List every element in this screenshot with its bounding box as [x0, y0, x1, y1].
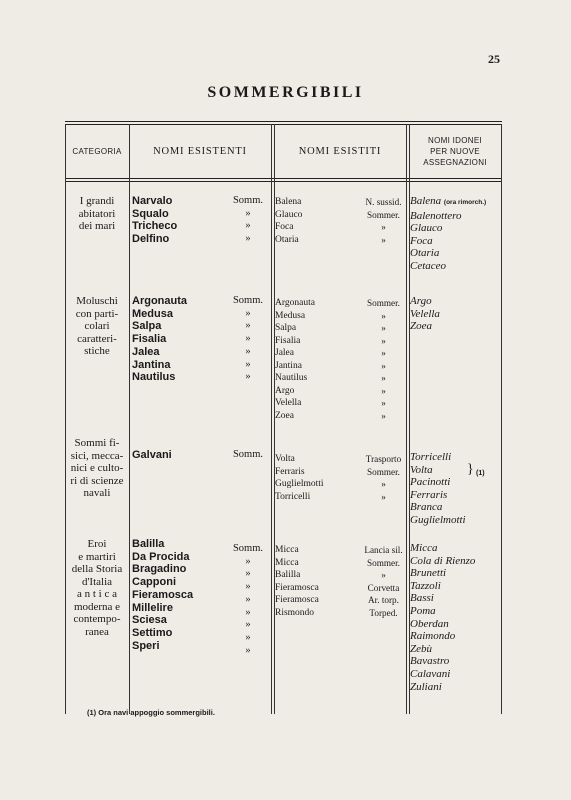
existed-type: »: [381, 310, 386, 321]
existing-names: [132, 295, 187, 384]
category-line: e martiri: [78, 550, 116, 563]
existing-name: Fisalia: [132, 333, 167, 346]
existing-name: Squalo: [132, 207, 169, 220]
new-name: Bassi: [410, 592, 434, 605]
new-name: Zuliani: [410, 680, 442, 693]
category-line: d'Italia: [81, 575, 113, 588]
new-name: Zebù: [410, 642, 432, 655]
category-line: nici e culto-: [70, 462, 124, 474]
new-name: Volta: [410, 463, 433, 476]
category-line: contempo-: [73, 613, 121, 625]
existed-type: »: [381, 335, 386, 346]
new-name: Brunetti: [410, 567, 447, 580]
rimorch-note: (ora rimorch.): [443, 199, 487, 206]
existed-name: Fieramosca: [275, 582, 319, 593]
existed-type: »: [381, 398, 386, 408]
existing-name: Jantina: [132, 358, 171, 371]
existing-name: Millelire: [132, 601, 173, 614]
existing-type: »: [245, 220, 251, 232]
existing-types: [225, 295, 271, 384]
existed-name: Volta: [275, 454, 295, 464]
existed-name: Foca: [275, 222, 294, 232]
existed-name: Fieramosca: [275, 595, 319, 605]
category-line: dei mari: [78, 220, 116, 232]
existed-type: Ar. torp.: [368, 595, 399, 605]
existing-type: Somm.: [232, 295, 264, 306]
new-names: [410, 195, 486, 273]
existed-name: Torricelli: [275, 491, 311, 502]
existed-name: Medusa: [275, 310, 306, 321]
category-line: navali: [83, 487, 111, 499]
existing-type: »: [245, 606, 251, 618]
page-number: 25: [488, 52, 500, 66]
existing-type: »: [245, 619, 251, 631]
existed-type: »: [381, 479, 386, 489]
existing-name: Delfino: [132, 233, 170, 246]
new-name: Zoea: [410, 320, 432, 333]
existed-type: »: [381, 491, 386, 502]
existing-type: »: [245, 555, 251, 567]
new-name: Oberdan: [410, 617, 449, 630]
header-categoria: CATEGORIA: [72, 146, 122, 156]
new-name: Cetaceo: [410, 259, 447, 272]
existing-type: »: [245, 358, 251, 370]
existed-name: Balilla: [275, 570, 301, 580]
new-name: Pacinotti: [410, 476, 451, 489]
existed-name: Fisalia: [275, 335, 301, 346]
col-rule-2: [271, 124, 272, 714]
existing-names: [132, 449, 172, 462]
new-names: [410, 542, 475, 693]
new-name: Tazzoli: [410, 579, 441, 592]
existing-type: Somm.: [232, 543, 264, 554]
existed-name: Nautilus: [275, 373, 308, 383]
existed-name: Otaria: [275, 234, 299, 245]
new-name: Micca: [410, 542, 438, 554]
existing-name: Da Procida: [132, 550, 190, 563]
existing-name: Galvani: [132, 449, 172, 461]
existed-type: Sommer.: [367, 298, 400, 308]
existing-name: Nautilus: [132, 371, 176, 384]
existing-types: [225, 195, 271, 246]
existed-name: Argonauta: [275, 298, 315, 308]
header-nomi-esistenti: NOMI ESISTENTI: [153, 145, 247, 157]
existing-type: »: [245, 233, 251, 245]
existed-types: [359, 544, 408, 619]
existed-names: [275, 297, 315, 422]
existing-name: Bragadino: [132, 563, 187, 576]
existing-type: »: [245, 333, 251, 345]
existing-names: [132, 538, 193, 652]
existed-name: Jalea: [275, 348, 294, 358]
footnote: (1) Ora navi appoggio sommergibili.: [87, 708, 215, 717]
new-name: Guglielmotti: [410, 513, 466, 526]
existing-name: Speri: [132, 639, 160, 652]
category-line: Sommi fi-: [74, 437, 120, 449]
header-bottom-border: [65, 178, 502, 179]
new-name-text: Balena: [410, 195, 442, 207]
existing-name: Narvalo: [132, 195, 173, 207]
category-line: ranea: [85, 625, 109, 638]
existing-type: »: [245, 644, 251, 656]
existing-type: »: [245, 371, 251, 383]
category-line: caratteri-: [77, 332, 117, 345]
existing-types: [225, 543, 271, 657]
existed-name: Salpa: [275, 323, 297, 333]
existed-type: »: [381, 222, 386, 232]
existed-type: »: [381, 234, 386, 245]
existed-name: Balena: [275, 197, 302, 207]
new-name: Velella: [410, 307, 440, 320]
existed-name: Argo: [275, 385, 295, 396]
existed-name: Zoea: [275, 410, 294, 421]
header-idonei-line: NOMI IDONEI: [428, 135, 482, 145]
existed-types: [359, 196, 408, 246]
category-line: I grandi: [79, 195, 115, 207]
existed-type: »: [381, 373, 386, 383]
new-name: Otaria: [410, 247, 440, 260]
new-name: [410, 195, 486, 210]
col-rule-1: [129, 124, 130, 714]
new-name: Raimondo: [410, 630, 456, 643]
existed-type: »: [381, 410, 386, 421]
category-line: della Storia: [71, 563, 123, 575]
existed-type: Sommer.: [367, 209, 400, 220]
existing-name: Tricheco: [132, 220, 178, 233]
existing-type: »: [245, 568, 251, 580]
existed-type: Sommer.: [367, 557, 400, 568]
new-names: [410, 451, 466, 527]
existed-type: »: [381, 570, 386, 580]
existed-name: Guglielmotti: [275, 479, 324, 489]
existing-type: Somm.: [232, 449, 264, 460]
header-nomi-idonei: [409, 124, 501, 178]
existing-type: »: [245, 320, 251, 332]
footnote-ref: (1): [476, 470, 485, 477]
existed-name: Glauco: [275, 209, 303, 220]
names-table: [65, 124, 502, 714]
new-name: Cola di Rienzo: [410, 554, 476, 567]
page-title: SOMMERGIBILI: [207, 84, 364, 101]
new-name: Balenottero: [410, 209, 462, 222]
existed-type: N. sussid.: [365, 197, 402, 207]
existed-names: [275, 544, 319, 619]
header-idonei-line: ASSEGNAZIONI: [423, 157, 487, 167]
category-line: ri di scienze: [70, 474, 124, 487]
existed-type: »: [381, 360, 386, 371]
existed-type: Lancia sil.: [364, 545, 403, 555]
existing-name: Medusa: [132, 307, 173, 320]
new-name: Torricelli: [410, 451, 452, 463]
existed-name: Ferraris: [275, 466, 305, 477]
existing-name: Balilla: [132, 538, 165, 550]
col-rule-right: [501, 124, 502, 714]
header-idonei-line: PER NUOVE: [430, 146, 480, 156]
category-line: a n t i c a: [76, 588, 117, 600]
new-name: Glauco: [410, 222, 443, 235]
header-nomi-esistiti: NOMI ESISTITI: [298, 145, 382, 157]
existing-name: Fieramosca: [132, 588, 194, 601]
existed-types: [359, 297, 408, 422]
existed-types: [359, 453, 408, 503]
existing-type: »: [245, 307, 251, 319]
existing-name: Sciesa: [132, 614, 167, 627]
category-line: moderna e: [73, 600, 121, 613]
existed-name: Rismondo: [275, 607, 315, 618]
existing-type: Somm.: [232, 195, 264, 206]
existed-type: Torped.: [369, 607, 398, 618]
existed-type: »: [381, 323, 386, 333]
existing-name: Argonauta: [132, 295, 187, 307]
new-names: [410, 295, 440, 333]
existed-type: »: [381, 385, 386, 396]
existing-types: [225, 449, 271, 462]
existing-type: »: [245, 345, 251, 357]
existed-type: Sommer.: [367, 466, 400, 477]
existed-name: Jantina: [275, 360, 302, 371]
header-bottom-border-double: [65, 181, 502, 182]
new-name: Argo: [410, 295, 432, 307]
new-name: Ferraris: [410, 488, 448, 501]
existing-type: »: [245, 207, 251, 219]
category-line: Eroi: [87, 538, 107, 550]
category-line: con parti-: [75, 307, 119, 320]
existed-type: Trasporto: [365, 454, 402, 464]
existed-name: Velella: [275, 398, 302, 408]
existing-name: Jalea: [132, 345, 160, 358]
existed-name: Micca: [275, 545, 299, 555]
table-top-border-double: [65, 121, 502, 122]
existing-type: »: [245, 593, 251, 605]
new-name: Calavani: [410, 667, 451, 680]
category-line: sici, mecca-: [70, 449, 124, 462]
category-grandi-abitatori: [65, 195, 129, 233]
existed-name: Micca: [275, 557, 299, 568]
existing-name: Capponi: [132, 576, 176, 589]
category-sommi-fisici: [65, 437, 129, 500]
existing-type: »: [245, 631, 251, 643]
brace-icon: }: [467, 462, 474, 477]
existing-name: Settimo: [132, 626, 173, 639]
existed-names: [275, 196, 302, 246]
category-line: Moluschi: [76, 295, 118, 307]
new-name: Branca: [410, 501, 443, 514]
new-name: Bavastro: [410, 655, 450, 668]
category-moluschi: [65, 295, 129, 358]
new-name: Poma: [410, 604, 436, 617]
existed-type: »: [381, 348, 386, 358]
category-eroi-martiri: [65, 538, 129, 638]
existing-type: »: [245, 581, 251, 593]
existing-names: [132, 195, 177, 246]
category-line: abitatori: [78, 207, 116, 220]
category-line: colari: [84, 320, 110, 332]
existing-name: Salpa: [132, 320, 162, 333]
category-line: stiche: [84, 345, 110, 357]
new-name: Foca: [410, 234, 433, 247]
existed-type: Corvetta: [367, 582, 400, 593]
existed-names: [275, 453, 324, 503]
